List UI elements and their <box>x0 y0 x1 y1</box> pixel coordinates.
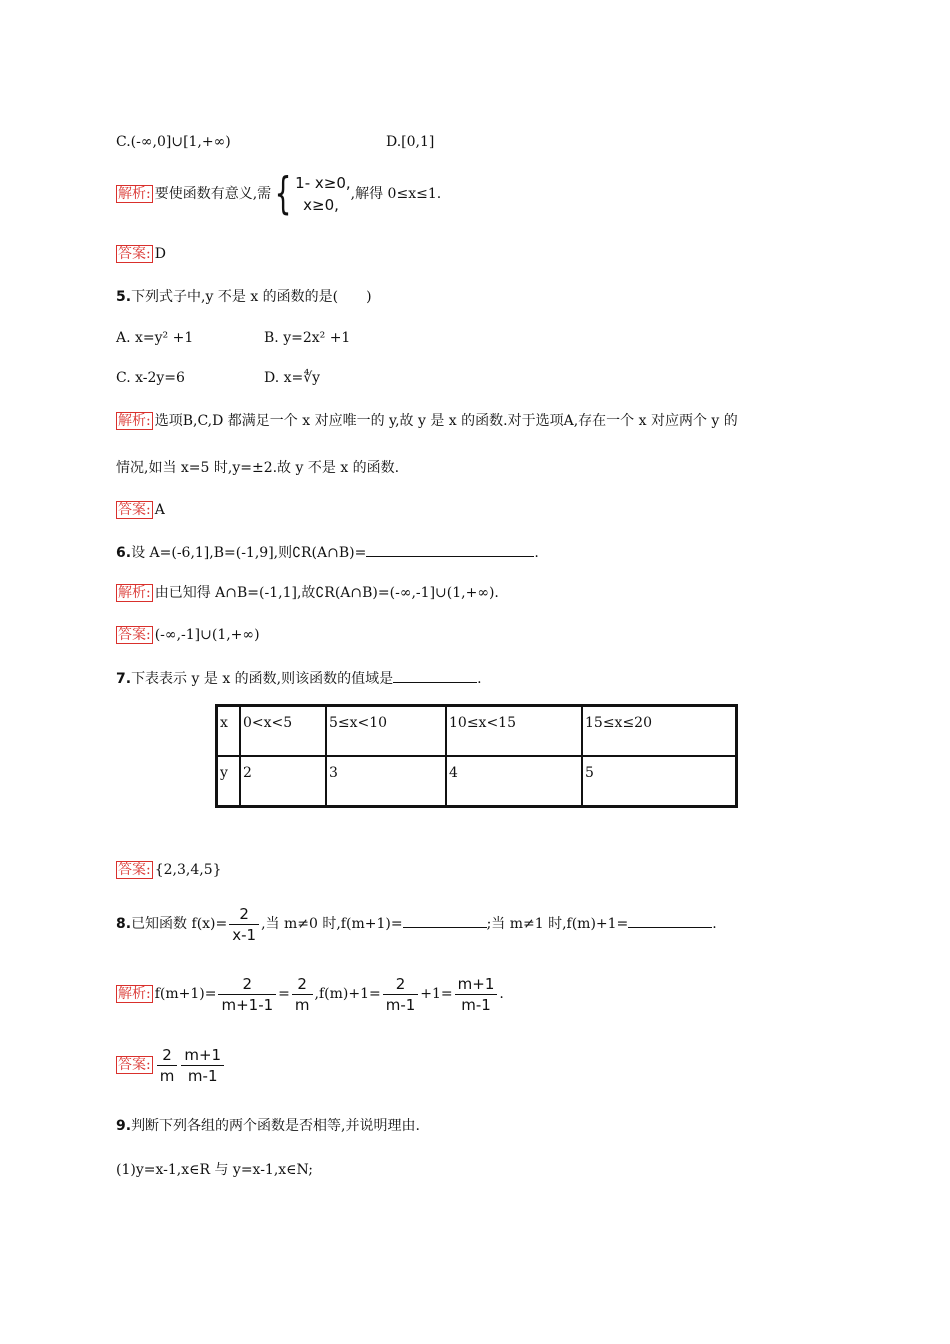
answer-blank <box>403 913 487 928</box>
table-cell: 0<x<5 <box>240 706 326 757</box>
fraction: $\frac{2}{m}$ <box>292 974 313 1015</box>
q9-stem: 9.判断下列各组的两个函数是否相等,并说明理由. <box>116 1118 420 1134</box>
value-table <box>215 704 738 808</box>
table-cell: 5≤x<10 <box>326 706 446 757</box>
q8-analysis: 解析: f(m+1)= $\frac{2}{m+1-1}$ = $\frac{2}{m}$ ,f(m)+1= $\frac{2}{m-1}$ +1= $\frac{m+1}{m-1}$ . <box>118 974 504 1014</box>
q7-answer: 答案: {2,3,4,5} <box>118 862 222 878</box>
inequality-system: 1- x≥0, x≥0, <box>295 174 351 214</box>
q5-option-b: B. y=2x² +1 <box>264 330 351 346</box>
table-cell: 10≤x<15 <box>446 706 582 757</box>
table-cell: 5 <box>582 756 737 807</box>
answer-label: 答案: <box>118 246 151 262</box>
answer-blank <box>366 542 534 557</box>
table-cell: y <box>217 756 241 807</box>
fraction: $\frac{m+1}{m-1}$ <box>455 974 498 1015</box>
table-cell: 4 <box>446 756 582 807</box>
answer-blank <box>393 668 477 683</box>
table-cell: 3 <box>326 756 446 807</box>
q8-answer <box>116 1043 226 1087</box>
q6-answer: 答案: (-∞,-1]∪(1,+∞) <box>118 627 260 643</box>
fraction: $\frac{2}{m}$ <box>157 1045 178 1086</box>
table-row <box>217 706 737 757</box>
option-d: D.[0,1] <box>386 134 435 150</box>
table-cell: 15≤x≤20 <box>582 706 737 757</box>
table-cell: 2 <box>240 756 326 807</box>
q5-analysis: 解析: 选项B,C,D 都满足一个 x 对应唯一的 y,故 y 是 x 的函数.对于选项A,存在一个 x 对应两个 y 的 <box>118 413 738 429</box>
brace-icon: { <box>274 168 292 219</box>
table-row <box>217 756 737 807</box>
q4-answer: 答案: D <box>118 246 166 262</box>
answer-label: 答案: <box>118 627 151 643</box>
q9-sub1: (1)y=x-1,x∈R 与 y=x-1,x∈N; <box>116 1162 314 1178</box>
answer-label: 答案: <box>118 1057 151 1073</box>
answer-blank <box>628 913 712 928</box>
analysis-label: 解析: <box>118 413 151 429</box>
answer-label: 答案: <box>118 862 151 878</box>
q8-stem: 8.已知函数 f(x)= $\frac{2}{x-1}$ ,当 m≠0 时,f(m+1)= ;当 m≠1 时,f(m)+1= . <box>116 904 717 944</box>
q6-stem: 6.设 A=(-6,1],B=(-1,9],则∁R(A∩B)= . <box>116 542 539 563</box>
fraction: $\frac{2}{m+1-1}$ <box>218 974 276 1015</box>
q5-analysis-cont: 情况,如当 x=5 时,y=±2.故 y 不是 x 的函数. <box>116 460 400 476</box>
option-c: C.(-∞,0]∪[1,+∞) <box>116 134 231 150</box>
q5-stem: 5.下列式子中,y 不是 x 的函数的是( ) <box>116 289 372 305</box>
analysis-label: 解析: <box>118 585 151 601</box>
q7-stem: 7.下表表示 y 是 x 的函数,则该函数的值域是 . <box>116 668 482 689</box>
answer-label: 答案: <box>118 502 151 518</box>
q6-analysis: 解析: 由已知得 A∩B=(-1,1],故∁R(A∩B)=(-∞,-1]∪(1,+∞). <box>118 585 499 601</box>
analysis-label: 解析: <box>118 986 151 1002</box>
fraction: $\frac{2}{m-1}$ <box>383 974 419 1015</box>
analysis-label: 解析: <box>118 186 151 202</box>
q4-analysis: 解析: 要使函数有意义,需{ 1- x≥0, x≥0, ,解得 0≤x≤1. <box>118 168 442 219</box>
fraction: $\frac{2}{x-1}$ <box>229 904 259 945</box>
table-cell: x <box>217 706 241 757</box>
q5-option-c: C. x-2y=6 <box>116 370 185 386</box>
q5-answer: 答案: A <box>118 502 165 518</box>
fraction: $\frac{m+1}{m-1}$ <box>181 1045 224 1086</box>
q5-option-d: D. x=∜y <box>264 370 321 386</box>
q5-option-a: A. x=y² +1 <box>116 330 194 346</box>
